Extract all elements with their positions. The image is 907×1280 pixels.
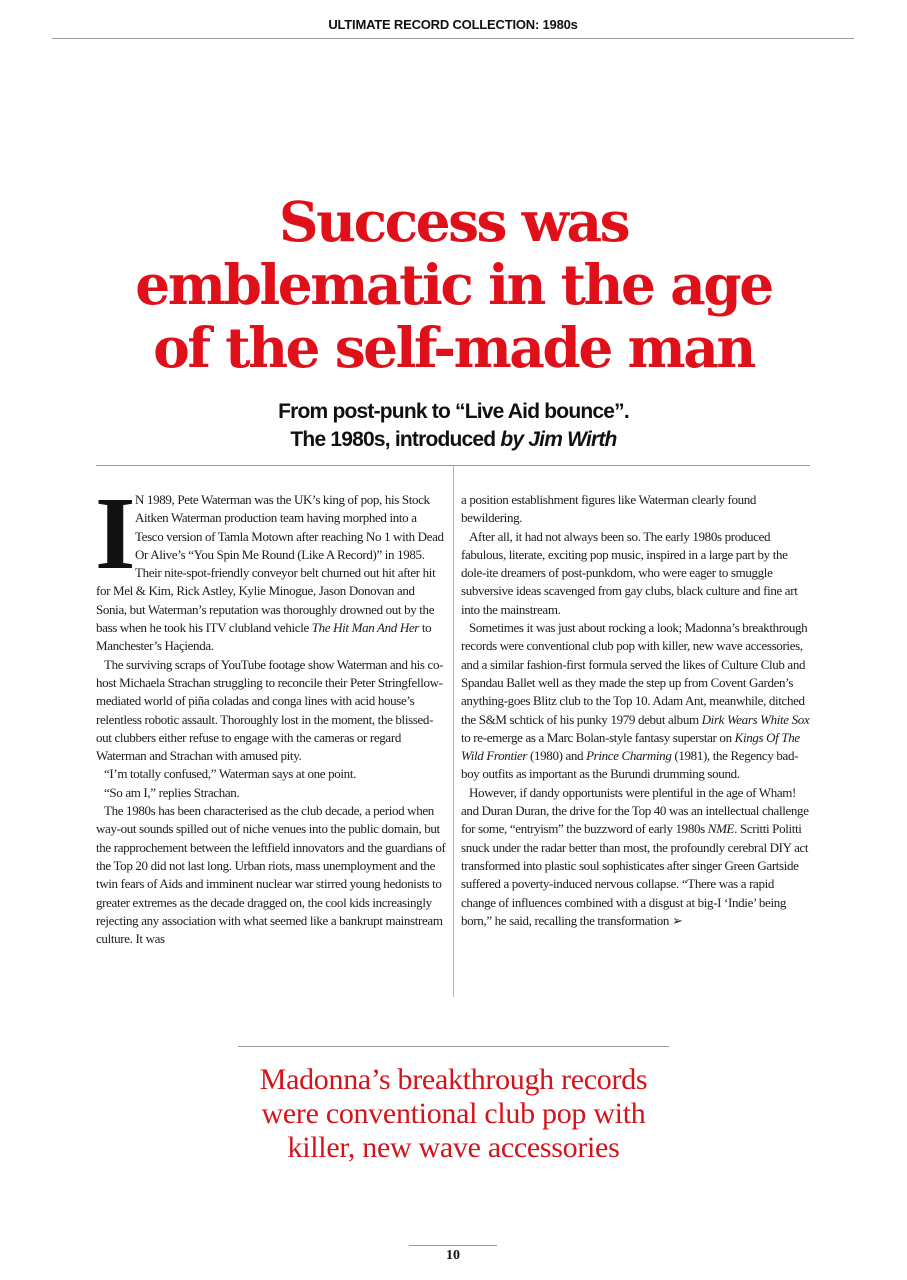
standfirst-line-1: From post-punk to “Live Aid bounce”. — [278, 400, 629, 423]
body-paragraph: “I’m totally confused,” Waterman says at one point. — [104, 766, 356, 782]
publication-title: NME — [707, 821, 735, 837]
album-title: Dirk Wears White Sox — [701, 711, 810, 727]
headline-line-1: Success was — [278, 189, 629, 254]
body-paragraph: “So am I,” replies Strachan. — [104, 784, 240, 800]
headline-line-2: emblematic in the age — [135, 252, 772, 317]
pull-quote — [200, 1063, 707, 1165]
continue-arrow-icon: ➢ — [671, 912, 683, 928]
running-head: ULTIMATE RECORD COLLECTION: 1980s — [328, 17, 578, 32]
body-paragraph: However, if dandy opportunists were plentiful in the age of Wham! and Duran Duran, the drive for the Top 40 was an intellectual challenge for some, “entryism” the buzzword of early 1980s NME. Scritti Politti snuck under the radar better than most, the profoundly cerebral DIY act transformed into plastic soul sophisticates after singer Green Gartside suffered a poverty-induced nervous collapse. “There was a rapid change of influences combined with a disgust at big-I ‘Indie’ being born,” he said, recalling the transformation ➢ — [461, 784, 809, 928]
standfirst — [100, 398, 807, 454]
drop-cap: I — [95, 476, 136, 591]
body-paragraph: I N 1989, Pete Waterman was the UK’s king of pop, his Stock Aitken Waterman production team having morphed into a Tesco version of Tamla Motown after reaching No 1 with Dead Or Alive’s “You Spin Me Round (Like A Record)” in 1985. Their nite-spot-friendly conveyor belt churned out hit after hit for Mel & Kim, Rick Astley, Kylie Minogue, Jason Donovan and Sonia, but Waterman’s reputation was thoroughly drowned out by the bass when he took his ITV clubland vehicle The Hit Man And Her to Manchester’s Haçienda. — [95, 476, 444, 654]
folio-rule — [409, 1245, 497, 1246]
pull-quote-line-2: were conventional club pop with — [261, 1097, 646, 1130]
page-number: 10 — [446, 1248, 460, 1263]
body-paragraph: After all, it had not always been so. The early 1980s produced fabulous, literate, exciting pop music, inspired in a large part by the dole-ite dreamers of post-punkdom, who were eager to smuggle subversive ideas scavenged from gay clubs, black culture and fine art into the mainstream. — [461, 528, 798, 617]
album-title: Kings Of The Wild Frontier — [461, 729, 800, 764]
body-paragraph: a position establishment figures like Waterman clearly found bewildering. — [461, 492, 757, 526]
pull-quote-rule — [238, 1046, 669, 1047]
body-column-right — [461, 491, 810, 930]
album-title: Prince Charming — [586, 748, 672, 764]
pull-quote-line-1: Madonna’s breakthrough records — [259, 1063, 648, 1096]
column-divider — [453, 466, 454, 997]
byline: by Jim Wirth — [500, 428, 617, 451]
show-title: The Hit Man And Her — [311, 620, 419, 636]
pull-quote-line-3: killer, new wave accessories — [287, 1131, 620, 1164]
body-paragraph: The 1980s has been characterised as the club decade, a period when way-out sounds spilled out of niche venues into the public domain, but the rapprochement between the leftfield innovators and the guardians of the Top 20 did not last long. Urban riots, mass unemployment and the twin fears of Aids and imminent nuclear war stirred young hedonists to greater extremes as the decade dragged on, the cool kids increasingly rejecting any association with what seemed like a bankrupt mainstream culture. It was — [96, 803, 446, 947]
headline-line-3: of the self-made man — [153, 315, 754, 380]
body-column-left — [95, 476, 446, 948]
body-paragraph: Sometimes it was just about rocking a look; Madonna’s breakthrough records were conventional club pop with killer, new wave accessories, and a similar fashion-first formula served the likes of Culture Club and Spandau Ballet well as they made the step up from Covent Garden’s anything-goes Blitz club to the Top 10. Adam Ant, meanwhile, ditched the S&M schtick of his punky 1979 debut album Dirk Wears White Sox to re-emerge as a Marc Bolan-style fantasy superstar on Kings Of The Wild Frontier (1980) and Prince Charming (1981), the Regency bad-boy outfits as important as the Burundi drumming sound. — [461, 620, 810, 782]
body-paragraph: The surviving scraps of YouTube footage show Waterman and his co-host Michaela Strachan struggling to reconcile their Peter Stringfellow-mediated world of piña coladas and conga lines with acid house’s relentless robotic assault. Thoroughly lost in the moment, the blissed-out clubbers either refuse to engage with the cameras or regard Waterman and Strachan with amused pity. — [96, 656, 444, 764]
standfirst-line-2: The 1980s, introduced — [290, 428, 501, 451]
top-rule — [52, 38, 854, 39]
headline — [60, 190, 847, 379]
